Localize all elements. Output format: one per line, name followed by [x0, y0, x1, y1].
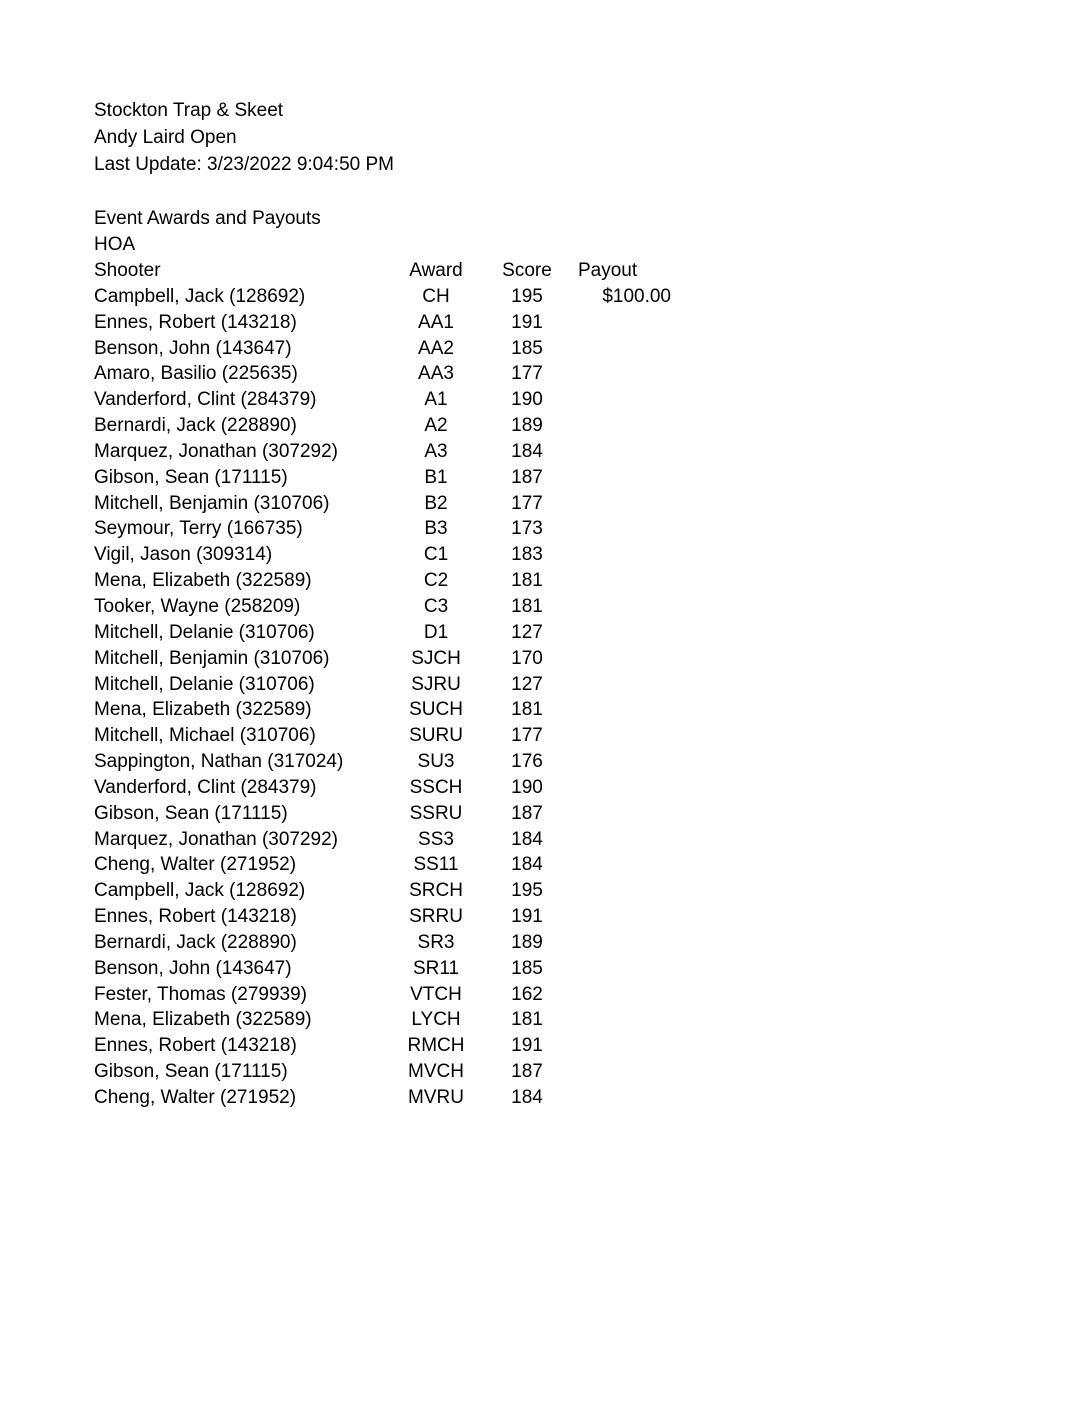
- table-row: [0, 439, 1088, 465]
- shooter-cell: Mitchell, Benjamin (310706): [94, 492, 330, 514]
- score-cell: 162: [511, 983, 543, 1005]
- column-header-score: Score: [502, 260, 552, 281]
- table-row: [0, 387, 1088, 413]
- score-cell: 181: [511, 595, 543, 617]
- table-row: [0, 620, 1088, 646]
- table-row: [0, 361, 1088, 387]
- score-cell: 181: [511, 1009, 543, 1031]
- table-row: [0, 1059, 1088, 1085]
- shooter-cell: Gibson, Sean (171115): [94, 466, 288, 488]
- column-header-payout: Payout: [578, 260, 638, 281]
- shooter-cell: Tooker, Wayne (258209): [94, 595, 301, 617]
- score-cell: 190: [511, 389, 543, 411]
- table-header-row: [0, 258, 1088, 284]
- award-cell: SRRU: [409, 906, 463, 928]
- score-cell: 191: [511, 311, 543, 333]
- award-cell: SS3: [418, 828, 454, 850]
- event-name: Andy Laird Open: [94, 127, 237, 148]
- column-header-shooter: Shooter: [94, 260, 161, 281]
- score-cell: 184: [511, 828, 543, 850]
- shooter-cell: Benson, John (143647): [94, 957, 292, 979]
- score-cell: 127: [511, 673, 543, 695]
- table-row: [0, 930, 1088, 956]
- award-cell: C1: [423, 544, 449, 566]
- award-cell: D1: [423, 621, 449, 643]
- section-subtitle: HOA: [94, 234, 136, 255]
- shooter-cell: Mitchell, Michael (310706): [94, 725, 316, 747]
- score-cell: 170: [511, 647, 543, 669]
- award-cell: CH: [422, 285, 450, 307]
- table-row: [0, 697, 1088, 723]
- shooter-cell: Marquez, Jonathan (307292): [94, 440, 338, 462]
- score-cell: 189: [511, 931, 543, 953]
- score-cell: 173: [511, 518, 543, 540]
- award-cell: A3: [424, 440, 448, 462]
- award-cell: A1: [424, 389, 448, 411]
- score-cell: 127: [511, 621, 543, 643]
- score-cell: 183: [511, 544, 543, 566]
- score-cell: 184: [511, 440, 543, 462]
- award-cell: AA3: [418, 363, 454, 385]
- shooter-cell: Cheng, Walter (271952): [94, 1087, 297, 1108]
- award-cell: SR11: [412, 957, 460, 979]
- table-row: [0, 852, 1088, 878]
- award-cell: SSCH: [409, 776, 463, 798]
- score-cell: 191: [511, 1035, 543, 1057]
- table-row: [0, 904, 1088, 930]
- shooter-cell: Mitchell, Delanie (310706): [94, 621, 315, 643]
- section-title: Event Awards and Payouts: [94, 208, 321, 229]
- award-cell: SS11: [413, 854, 459, 876]
- awards-table: [0, 258, 1088, 1111]
- award-cell: SJCH: [411, 647, 461, 669]
- score-cell: 185: [511, 957, 543, 979]
- table-row: [0, 827, 1088, 853]
- table-row: [0, 594, 1088, 620]
- award-cell: SUCH: [409, 699, 463, 721]
- shooter-cell: Mitchell, Benjamin (310706): [94, 647, 330, 669]
- score-cell: 189: [511, 415, 543, 437]
- shooter-cell: Mena, Elizabeth (322589): [94, 570, 312, 592]
- shooter-cell: Gibson, Sean (171115): [94, 802, 288, 824]
- award-cell: MVRU: [408, 1087, 464, 1108]
- table-row: [0, 723, 1088, 749]
- table-row: [0, 491, 1088, 517]
- shooter-cell: Vigil, Jason (309314): [94, 544, 273, 566]
- shooter-cell: Seymour, Terry (166735): [94, 518, 303, 540]
- shooter-cell: Benson, John (143647): [94, 337, 292, 359]
- score-cell: 195: [511, 880, 543, 902]
- score-cell: 184: [511, 854, 543, 876]
- shooter-cell: Cheng, Walter (271952): [94, 854, 297, 876]
- shooter-cell: Amaro, Basilio (225635): [94, 363, 298, 385]
- award-cell: RMCH: [407, 1035, 465, 1057]
- table-row: [0, 568, 1088, 594]
- table-row: [0, 646, 1088, 672]
- shooter-cell: Sappington, Nathan (317024): [94, 751, 344, 773]
- shooter-cell: Campbell, Jack (128692): [94, 285, 306, 307]
- award-cell: SRCH: [409, 880, 463, 902]
- award-cell: SURU: [409, 725, 463, 747]
- score-cell: 177: [511, 492, 543, 514]
- award-cell: SSRU: [409, 802, 463, 824]
- table-row: [0, 801, 1088, 827]
- shooter-cell: Bernardi, Jack (228890): [94, 415, 297, 437]
- club-name: Stockton Trap & Skeet: [94, 100, 284, 121]
- table-row: [0, 310, 1088, 336]
- score-cell: 176: [511, 751, 543, 773]
- shooter-cell: Campbell, Jack (128692): [94, 880, 306, 902]
- table-row: [0, 465, 1088, 491]
- score-cell: 195: [511, 285, 543, 307]
- shooter-cell: Vanderford, Clint (284379): [94, 776, 317, 798]
- award-cell: SR3: [417, 931, 455, 953]
- table-row: [0, 878, 1088, 904]
- award-cell: SJRU: [411, 673, 461, 695]
- table-row: [0, 1085, 1088, 1111]
- table-body: [0, 284, 1088, 1111]
- award-cell: MVCH: [408, 1061, 464, 1083]
- award-cell: B3: [424, 518, 448, 540]
- award-cell: A2: [424, 415, 448, 437]
- award-cell: C3: [423, 595, 449, 617]
- shooter-cell: Bernardi, Jack (228890): [94, 931, 297, 953]
- table-row: [0, 956, 1088, 982]
- shooter-cell: Ennes, Robert (143218): [94, 1035, 297, 1057]
- award-cell: VTCH: [410, 983, 462, 1005]
- table-row: [0, 1033, 1088, 1059]
- score-cell: 187: [511, 466, 543, 488]
- score-cell: 187: [511, 802, 543, 824]
- table-row: [0, 672, 1088, 698]
- table-row: [0, 516, 1088, 542]
- shooter-cell: Gibson, Sean (171115): [94, 1061, 288, 1083]
- shooter-cell: Mena, Elizabeth (322589): [94, 699, 312, 721]
- shooter-cell: Mitchell, Delanie (310706): [94, 673, 315, 695]
- award-cell: AA2: [418, 337, 454, 359]
- shooter-cell: Ennes, Robert (143218): [94, 311, 297, 333]
- shooter-cell: Mena, Elizabeth (322589): [94, 1009, 312, 1031]
- score-cell: 177: [511, 725, 543, 747]
- score-cell: 184: [511, 1087, 543, 1108]
- last-update: Last Update: 3/23/2022 9:04:50 PM: [94, 154, 394, 175]
- award-cell: B1: [424, 466, 448, 488]
- table-row: [0, 542, 1088, 568]
- award-cell: AA1: [418, 311, 454, 333]
- table-row: [0, 775, 1088, 801]
- table-row: [0, 1007, 1088, 1033]
- shooter-cell: Vanderford, Clint (284379): [94, 389, 317, 411]
- table-row: [0, 413, 1088, 439]
- column-header-award: Award: [409, 260, 463, 281]
- award-cell: SU3: [417, 751, 455, 773]
- table-row: [0, 749, 1088, 775]
- award-cell: B2: [424, 492, 448, 514]
- score-cell: 187: [511, 1061, 543, 1083]
- table-row: [0, 284, 1088, 310]
- score-cell: 181: [511, 699, 543, 721]
- score-cell: 177: [511, 363, 543, 385]
- award-cell: C2: [423, 570, 449, 592]
- payout-cell: $100.00: [602, 285, 671, 307]
- shooter-cell: Marquez, Jonathan (307292): [94, 828, 338, 850]
- score-cell: 181: [511, 570, 543, 592]
- award-cell: LYCH: [411, 1009, 461, 1031]
- table-row: [0, 982, 1088, 1008]
- table-row: [0, 336, 1088, 362]
- shooter-cell: Fester, Thomas (279939): [94, 983, 307, 1005]
- score-cell: 185: [511, 337, 543, 359]
- score-cell: 191: [511, 906, 543, 928]
- score-cell: 190: [511, 776, 543, 798]
- shooter-cell: Ennes, Robert (143218): [94, 906, 297, 928]
